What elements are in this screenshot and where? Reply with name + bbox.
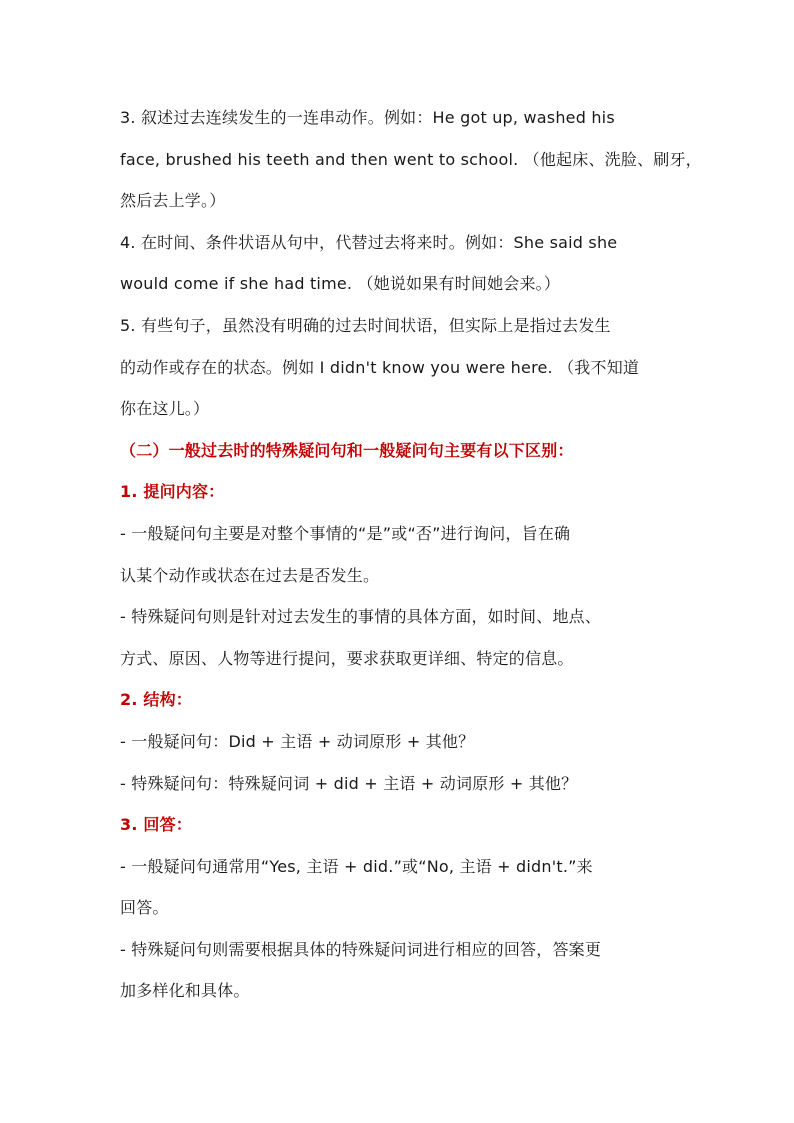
paragraph-4-line-1: 4. 在时间、条件状语从句中，代替过去将来时。例如：She said she (120, 232, 618, 252)
paragraph-5-line-1: 5. 有些句子，虽然没有明确的过去时间状语，但实际上是指过去发生 (120, 315, 611, 335)
point-3-item-1-line-1: - 一般疑问句通常用“Yes, 主语 + did.”或“No, 主语 + didn't.”来 (120, 856, 593, 876)
paragraph-5-line-3: 你在这儿。） (120, 399, 210, 419)
point-1-item-2-line-1: - 特殊疑问句则是针对过去发生的事情的具体方面，如时间、地点、 (120, 607, 602, 627)
document-content (120, 97, 702, 1012)
point-2-item-2: - 特殊疑问句：特殊疑问词 + did + 主语 + 动词原形 + 其他？ (120, 773, 578, 793)
paragraph-5-line-2: 的动作或存在的状态。例如 I didn't know you were here. （我不知道 (120, 357, 640, 377)
point-3-heading: 3. 回答： (120, 815, 192, 835)
point-3-item-1-line-2: 回答。 (120, 898, 169, 918)
point-1-item-1-line-1: - 一般疑问句主要是对整个事情的“是”或“否”进行询问，旨在确 (120, 523, 571, 543)
paragraph-4-line-2: would come if she had time. （她说如果有时间她会来。） (120, 274, 561, 294)
point-2-item-1: - 一般疑问句：Did + 主语 + 动词原形 + 其他？ (120, 731, 475, 751)
point-1-item-1-line-2: 认某个动作或状态在过去是否发生。 (120, 565, 380, 585)
point-1-heading: 1. 提问内容： (120, 482, 225, 502)
paragraph-3-line-1: 3. 叙述过去连续发生的一连串动作。例如：He got up, washed his (120, 108, 615, 127)
point-3-item-2-line-1: - 特殊疑问句则需要根据具体的特殊疑问词进行相应的回答，答案更 (120, 939, 602, 959)
point-3-item-2-line-2: 加多样化和具体。 (120, 981, 250, 1001)
paragraph-3-line-3: 然后去上学。） (120, 191, 226, 211)
section-title: （二）一般过去时的特殊疑问句和一般疑问句主要有以下区别： (120, 440, 574, 460)
paragraph-3-line-2: face, brushed his teeth and then went to school. （他起床、洗脸、刷牙， (120, 149, 702, 169)
point-2-heading: 2. 结构： (120, 690, 192, 710)
point-1-item-2-line-2: 方式、原因、人物等进行提问，要求获取更详细、特定的信息。 (120, 648, 574, 668)
